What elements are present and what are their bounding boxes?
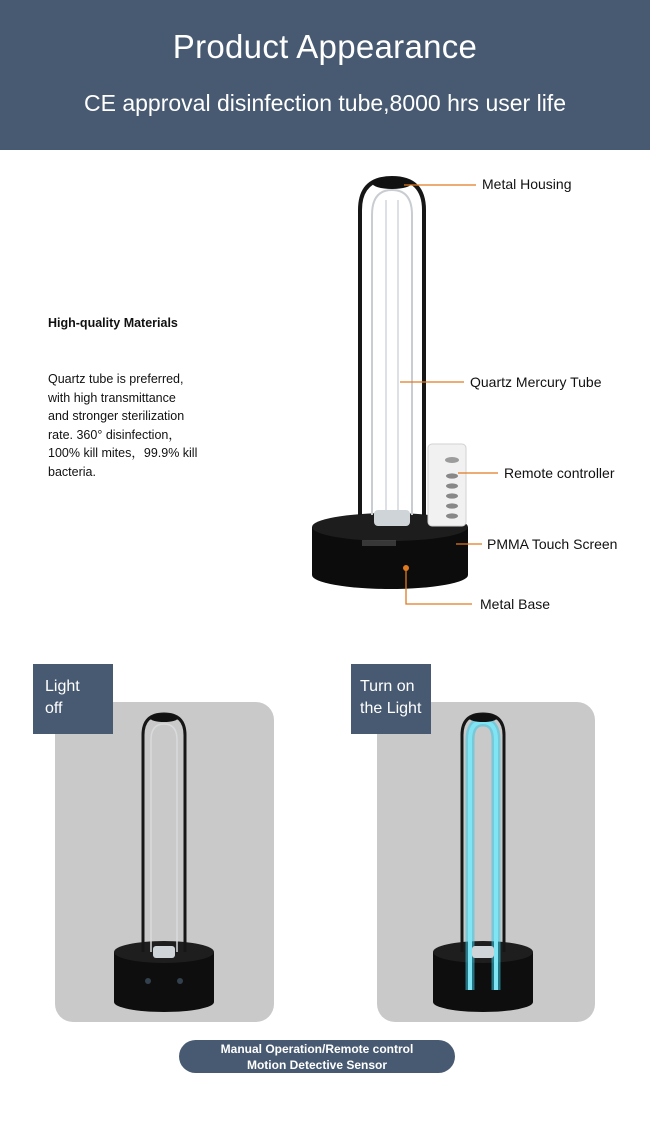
light-on-tag-line: Turn on	[360, 678, 415, 695]
callout-metal-housing: Metal Housing	[482, 176, 572, 192]
materials-line: rate. 360° disinfection，	[48, 427, 181, 442]
light-off-tag-line: off	[45, 700, 63, 717]
base-marker-dot	[403, 565, 409, 571]
feature-line: Manual Operation/Remote control	[220, 1042, 414, 1056]
callout-remote-controller: Remote controller	[504, 465, 615, 481]
light-off-tag	[33, 664, 113, 734]
remote-controller-illustration	[428, 444, 466, 526]
materials-line: Quartz tube is preferred,	[48, 372, 184, 386]
light-off-tag-line: Light	[45, 678, 80, 695]
callout-touch-screen: PMMA Touch Screen	[487, 536, 618, 552]
page-subtitle: CE approval disinfection tube,8000 hrs user life	[83, 90, 566, 116]
page-title: Product Appearance	[172, 28, 478, 65]
callout-quartz-tube: Quartz Mercury Tube	[470, 374, 602, 390]
feature-line: Motion Detective Sensor	[246, 1058, 388, 1072]
materials-line: bacteria.	[48, 464, 96, 479]
materials-line: and stronger sterilization	[48, 409, 185, 423]
features-pill	[179, 1040, 455, 1073]
tube-frame-illustration	[360, 177, 424, 526]
materials-heading: High-quality Materials	[48, 316, 178, 330]
light-on-tag	[351, 664, 431, 734]
light-on-tag-line: the Light	[360, 700, 422, 717]
callout-metal-base: Metal Base	[480, 596, 551, 612]
materials-line: 100% kill mites，99.9% kill	[48, 446, 198, 460]
materials-line: with high transmittance	[48, 390, 176, 405]
